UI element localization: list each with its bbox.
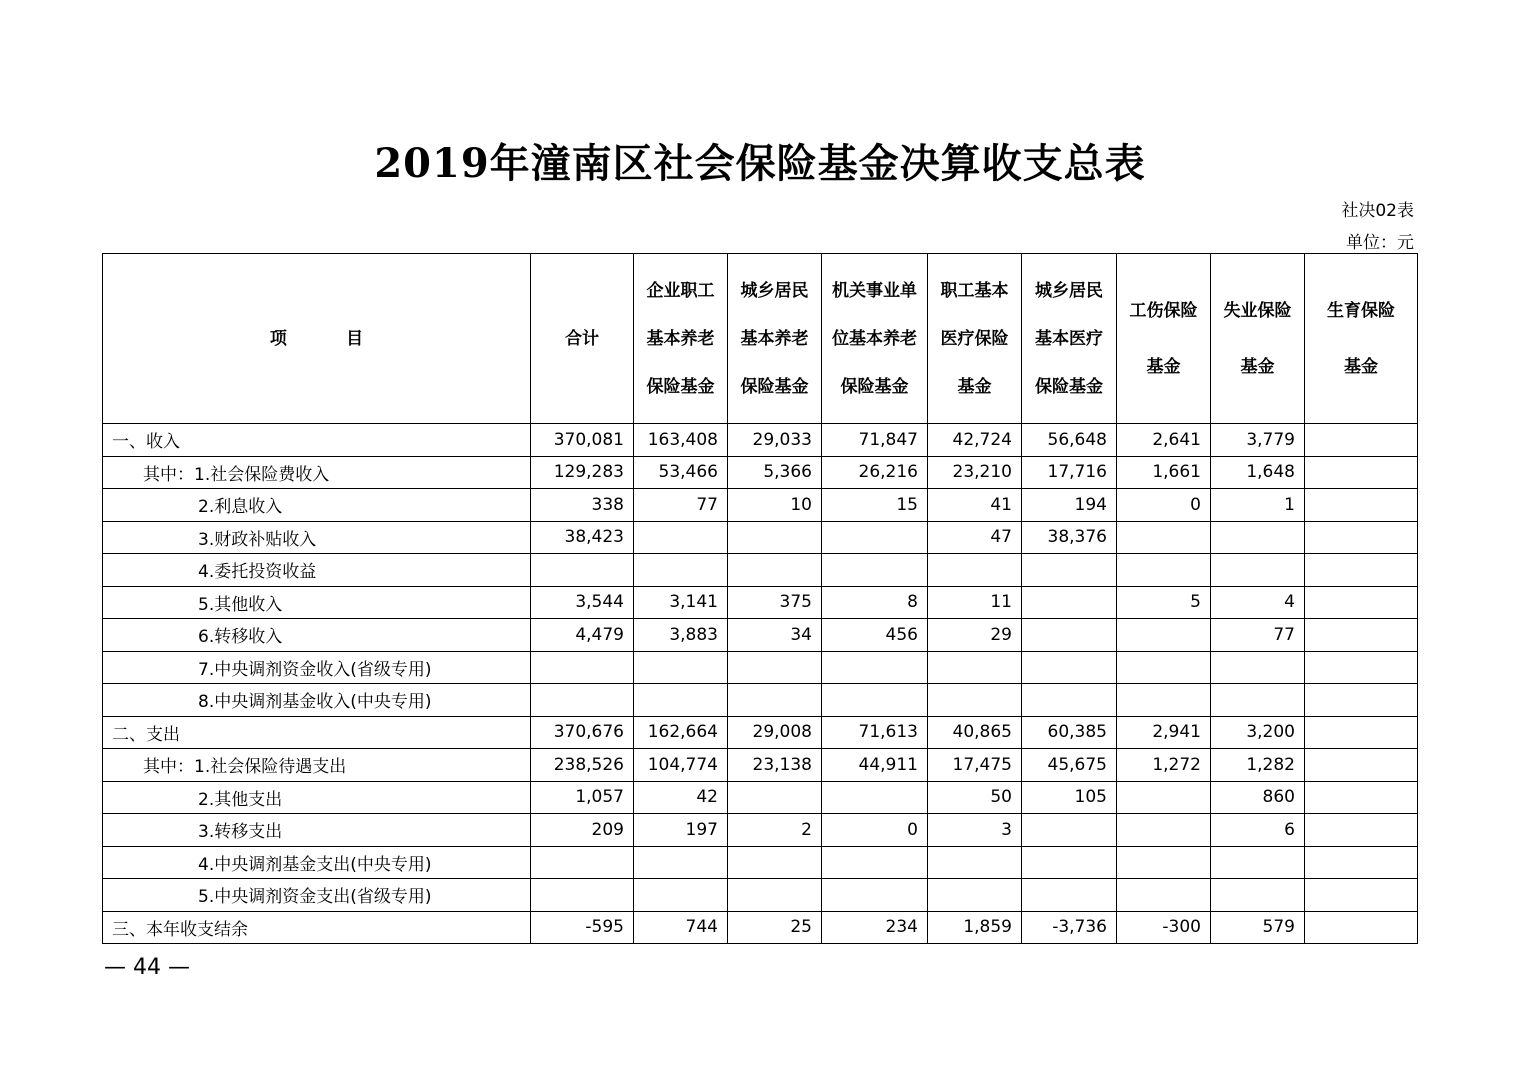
cell-value: 50 [928, 781, 1022, 814]
header-col-6-line: 基金 [1146, 356, 1181, 377]
header-col-6 [1117, 254, 1211, 424]
cell-value: 10 [728, 489, 822, 522]
row-label: 4.委托投资收益 [103, 554, 531, 587]
cell-value: 42,724 [928, 424, 1022, 457]
cell-value: 38,423 [531, 521, 634, 554]
cell-value: 860 [1211, 781, 1305, 814]
header-col-3-line: 机关事业单 [832, 280, 917, 301]
cell-value [822, 521, 928, 554]
row-label: 2.其他支出 [103, 781, 531, 814]
cell-value [728, 846, 822, 879]
header-col-5 [1022, 254, 1117, 424]
cell-value [1305, 781, 1418, 814]
table-row [103, 521, 1418, 554]
cell-value [822, 554, 928, 587]
row-label: 2.利息收入 [103, 489, 531, 522]
cell-value [634, 521, 728, 554]
cell-value: 44,911 [822, 749, 928, 782]
cell-value [1305, 554, 1418, 587]
cell-value: 0 [1117, 489, 1211, 522]
header-col-6-line: 工伤保险 [1129, 300, 1198, 321]
cell-value: 1,057 [531, 781, 634, 814]
cell-value [822, 651, 928, 684]
cell-value: 29,008 [728, 716, 822, 749]
cell-value: 2,941 [1117, 716, 1211, 749]
page-number: — 44 — [104, 955, 190, 980]
header-col-0 [531, 254, 634, 424]
header-col-1-line: 基本养老 [646, 328, 715, 349]
cell-value: 579 [1211, 911, 1305, 944]
cell-value: 194 [1022, 489, 1117, 522]
cell-value: 41 [928, 489, 1022, 522]
page-title: 2019年潼南区社会保险基金决算收支总表 [374, 140, 1146, 187]
cell-value [1211, 554, 1305, 587]
header-col-7-line: 基金 [1240, 356, 1275, 377]
cell-value: 1 [1211, 489, 1305, 522]
cell-value [822, 879, 928, 912]
cell-value: 15 [822, 489, 928, 522]
cell-value: 38,376 [1022, 521, 1117, 554]
cell-value [634, 684, 728, 717]
cell-value [1117, 619, 1211, 652]
cell-value: 370,081 [531, 424, 634, 457]
cell-value: 197 [634, 814, 728, 847]
table-row [103, 879, 1418, 912]
cell-value [1117, 651, 1211, 684]
header-col-8-line: 生育保险 [1327, 300, 1395, 321]
cell-value [822, 846, 928, 879]
cell-value: 53,466 [634, 456, 728, 489]
cell-value [1211, 684, 1305, 717]
cell-value: 40,865 [928, 716, 1022, 749]
row-label: 7.中央调剂资金收入(省级专用) [103, 651, 531, 684]
row-label: 8.中央调剂基金收入(中央专用) [103, 684, 531, 717]
row-label: 5.中央调剂资金支出(省级专用) [103, 879, 531, 912]
row-label: 其中：1.社会保险待遇支出 [103, 749, 531, 782]
cell-value [1117, 521, 1211, 554]
cell-value: 744 [634, 911, 728, 944]
row-label: 3.转移支出 [103, 814, 531, 847]
cell-value [1305, 814, 1418, 847]
form-code: 社决02表 [1341, 201, 1414, 221]
cell-value: 3 [928, 814, 1022, 847]
cell-value [1211, 651, 1305, 684]
cell-value: -595 [531, 911, 634, 944]
cell-value: 6 [1211, 814, 1305, 847]
cell-value [1022, 814, 1117, 847]
header-col-5-line: 城乡居民 [1035, 280, 1103, 301]
header-col-2-line: 城乡居民 [740, 280, 809, 301]
cell-value [634, 846, 728, 879]
cell-value: 5 [1117, 586, 1211, 619]
cell-value: 163,408 [634, 424, 728, 457]
cell-value: 3,883 [634, 619, 728, 652]
cell-value [1117, 879, 1211, 912]
cell-value: 370,676 [531, 716, 634, 749]
cell-value [728, 521, 822, 554]
cell-value [531, 651, 634, 684]
cell-value [1022, 846, 1117, 879]
cell-value: 1,282 [1211, 749, 1305, 782]
cell-value [1211, 521, 1305, 554]
cell-value: 162,664 [634, 716, 728, 749]
cell-value: -3,736 [1022, 911, 1117, 944]
row-label: 5.其他收入 [103, 586, 531, 619]
cell-value [1305, 846, 1418, 879]
cell-value [1305, 879, 1418, 912]
cell-value: 23,138 [728, 749, 822, 782]
cell-value [634, 879, 728, 912]
table-row [103, 554, 1418, 587]
table-row [103, 684, 1418, 717]
cell-value: 1,859 [928, 911, 1022, 944]
cell-value [1022, 619, 1117, 652]
table-row [103, 456, 1418, 489]
cell-value [1305, 749, 1418, 782]
header-col-0-line: 合计 [565, 328, 599, 349]
cell-value [728, 684, 822, 717]
cell-value: 0 [822, 814, 928, 847]
header-col-5-line: 保险基金 [1035, 376, 1103, 397]
cell-value: 71,847 [822, 424, 928, 457]
cell-value [728, 554, 822, 587]
cell-value [1117, 781, 1211, 814]
cell-value: 60,385 [1022, 716, 1117, 749]
cell-value [1305, 424, 1418, 457]
row-label: 一、收入 [103, 424, 531, 457]
cell-value [928, 651, 1022, 684]
cell-value [1022, 651, 1117, 684]
cell-value: 3,544 [531, 586, 634, 619]
header-col-3-line: 位基本养老 [832, 328, 917, 349]
table-row [103, 619, 1418, 652]
table-body [103, 424, 1418, 944]
cell-value [728, 651, 822, 684]
row-label: 二、支出 [103, 716, 531, 749]
cell-value [1305, 586, 1418, 619]
cell-value: 8 [822, 586, 928, 619]
cell-value [728, 879, 822, 912]
row-label: 4.中央调剂基金支出(中央专用) [103, 846, 531, 879]
fund-summary-table [102, 253, 1418, 944]
cell-value: 47 [928, 521, 1022, 554]
cell-value [531, 879, 634, 912]
header-col-4 [928, 254, 1022, 424]
table-row [103, 586, 1418, 619]
header-col-3-line: 保险基金 [840, 376, 909, 397]
cell-value [928, 684, 1022, 717]
header-col-2-line: 保险基金 [740, 376, 809, 397]
cell-value: 26,216 [822, 456, 928, 489]
cell-value [1117, 846, 1211, 879]
cell-value: 5,366 [728, 456, 822, 489]
header-col-7-line: 失业保险 [1223, 300, 1292, 321]
cell-value [1305, 456, 1418, 489]
cell-value: 17,475 [928, 749, 1022, 782]
header-row [103, 254, 1418, 424]
cell-value [928, 554, 1022, 587]
cell-value: -300 [1117, 911, 1211, 944]
cell-value [1117, 684, 1211, 717]
cell-value: 238,526 [531, 749, 634, 782]
cell-value: 234 [822, 911, 928, 944]
cell-value [1305, 489, 1418, 522]
cell-value: 104,774 [634, 749, 728, 782]
table-row [103, 651, 1418, 684]
cell-value: 2,641 [1117, 424, 1211, 457]
cell-value: 56,648 [1022, 424, 1117, 457]
header-col-2-line: 基本养老 [740, 328, 809, 349]
header-col-8-line: 基金 [1344, 356, 1378, 377]
cell-value [928, 879, 1022, 912]
cell-value: 4,479 [531, 619, 634, 652]
cell-value [634, 651, 728, 684]
cell-value [531, 554, 634, 587]
cell-value [1305, 521, 1418, 554]
cell-value: 42 [634, 781, 728, 814]
header-col-3 [822, 254, 928, 424]
cell-value [1305, 619, 1418, 652]
cell-value: 77 [1211, 619, 1305, 652]
cell-value [1211, 846, 1305, 879]
cell-value [531, 846, 634, 879]
cell-value: 77 [634, 489, 728, 522]
cell-value [1305, 716, 1418, 749]
cell-value: 2 [728, 814, 822, 847]
header-col-1 [634, 254, 728, 424]
cell-value: 29 [928, 619, 1022, 652]
row-label: 6.转移收入 [103, 619, 531, 652]
header-col-1-line: 企业职工 [646, 280, 715, 301]
header-item-label: 项 目 [269, 328, 364, 349]
cell-value [531, 684, 634, 717]
row-label: 三、本年收支结余 [103, 911, 531, 944]
header-col-2 [728, 254, 822, 424]
header-col-4-line: 职工基本 [940, 280, 1009, 301]
cell-value: 29,033 [728, 424, 822, 457]
table-row [103, 911, 1418, 944]
unit-label: 单位：元 [1346, 233, 1414, 253]
row-label: 其中：1.社会保险费收入 [103, 456, 531, 489]
cell-value [1305, 684, 1418, 717]
cell-value: 3,141 [634, 586, 728, 619]
cell-value: 1,661 [1117, 456, 1211, 489]
cell-value [1211, 879, 1305, 912]
header-col-4-line: 基金 [957, 376, 992, 397]
cell-value [1022, 684, 1117, 717]
cell-value [822, 684, 928, 717]
cell-value: 1,272 [1117, 749, 1211, 782]
table-row [103, 749, 1418, 782]
cell-value: 17,716 [1022, 456, 1117, 489]
cell-value [1305, 911, 1418, 944]
header-item [103, 254, 531, 424]
cell-value: 105 [1022, 781, 1117, 814]
row-label: 3.财政补贴收入 [103, 521, 531, 554]
cell-value: 129,283 [531, 456, 634, 489]
header-col-5-line: 基本医疗 [1035, 328, 1103, 349]
cell-value [928, 846, 1022, 879]
cell-value: 209 [531, 814, 634, 847]
cell-value [1022, 554, 1117, 587]
cell-value [1305, 651, 1418, 684]
table-row [103, 489, 1418, 522]
table-row [103, 716, 1418, 749]
cell-value [1117, 814, 1211, 847]
cell-value: 4 [1211, 586, 1305, 619]
cell-value: 45,675 [1022, 749, 1117, 782]
header-col-1-line: 保险基金 [646, 376, 715, 397]
cell-value: 11 [928, 586, 1022, 619]
cell-value: 71,613 [822, 716, 928, 749]
cell-value: 3,779 [1211, 424, 1305, 457]
cell-value [1117, 554, 1211, 587]
cell-value: 3,200 [1211, 716, 1305, 749]
header-col-8 [1305, 254, 1418, 424]
header-col-4-line: 医疗保险 [940, 328, 1009, 349]
cell-value: 456 [822, 619, 928, 652]
cell-value: 1,648 [1211, 456, 1305, 489]
cell-value: 34 [728, 619, 822, 652]
cell-value [1022, 879, 1117, 912]
table-row [103, 846, 1418, 879]
cell-value [822, 781, 928, 814]
cell-value: 23,210 [928, 456, 1022, 489]
table-row [103, 814, 1418, 847]
cell-value [1022, 586, 1117, 619]
cell-value [728, 781, 822, 814]
table-row [103, 424, 1418, 457]
cell-value: 375 [728, 586, 822, 619]
header-col-7 [1211, 254, 1305, 424]
cell-value [634, 554, 728, 587]
cell-value: 338 [531, 489, 634, 522]
table-row [103, 781, 1418, 814]
cell-value: 25 [728, 911, 822, 944]
